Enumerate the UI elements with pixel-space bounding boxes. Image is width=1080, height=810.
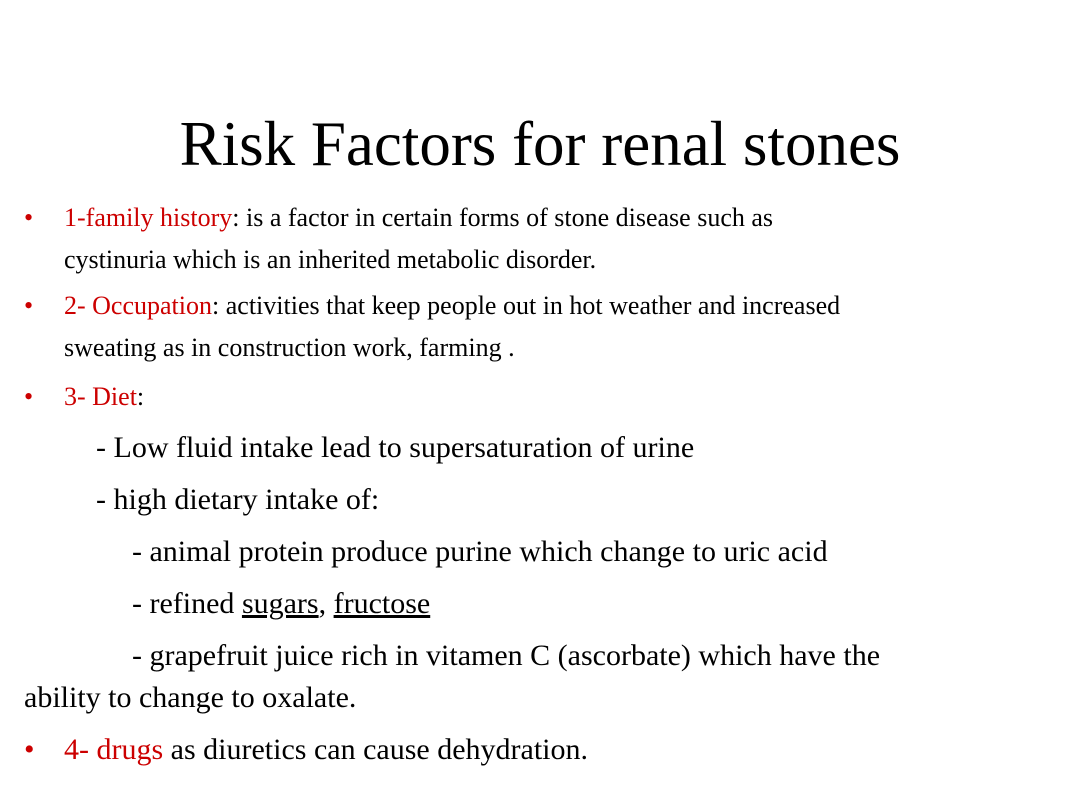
bullet-icon: •	[24, 203, 34, 232]
item-family-history-text1: : is a factor in certain forms of stone disease such as	[232, 203, 774, 232]
diet-refined-prefix: - refined	[132, 587, 242, 620]
slide-title: Risk Factors for renal stones	[179, 109, 901, 179]
diet-grapefruit-line2: ability to change to oxalate.	[24, 681, 357, 714]
item-occupation-label: 2- Occupation	[64, 291, 213, 320]
item-occupation-line2: sweating as in construction work, farming .	[64, 333, 515, 362]
bullet-icon: •	[24, 382, 34, 411]
bullet-icon: •	[24, 733, 35, 766]
diet-grapefruit-line1: - grapefruit juice rich in vitamen C (ascorbate) which have the	[132, 639, 881, 672]
item-drugs-label: 4- drugs	[64, 733, 164, 766]
diet-high-intake: - high dietary intake of:	[96, 483, 380, 516]
diet-comma: ,	[318, 587, 334, 620]
item-diet-heading	[64, 382, 144, 412]
bullet-icon: •	[24, 291, 34, 320]
item-family-history-line2: cystinuria which is an inherited metabolic disorder.	[64, 245, 597, 274]
item-family-history-line1	[64, 203, 773, 233]
diet-sugars-word: sugars	[241, 587, 319, 620]
diet-animal-protein: - animal protein produce purine which change to uric acid	[132, 535, 828, 568]
item-drugs-text: as diuretics can cause dehydration.	[163, 733, 588, 766]
item-family-history-label: 1-family history	[64, 203, 233, 232]
item-diet-label: 3- Diet	[64, 382, 137, 411]
diet-low-fluid: - Low fluid intake lead to supersaturation of urine	[96, 431, 695, 464]
diet-fructose-word: fructose	[333, 587, 431, 620]
item-drugs-line	[64, 732, 588, 768]
diet-refined-sugars	[132, 586, 430, 622]
item-occupation-line1	[64, 291, 840, 321]
item-occupation-text1: : activities that keep people out in hot weather and increased	[212, 291, 841, 320]
item-diet-colon: :	[136, 382, 145, 411]
